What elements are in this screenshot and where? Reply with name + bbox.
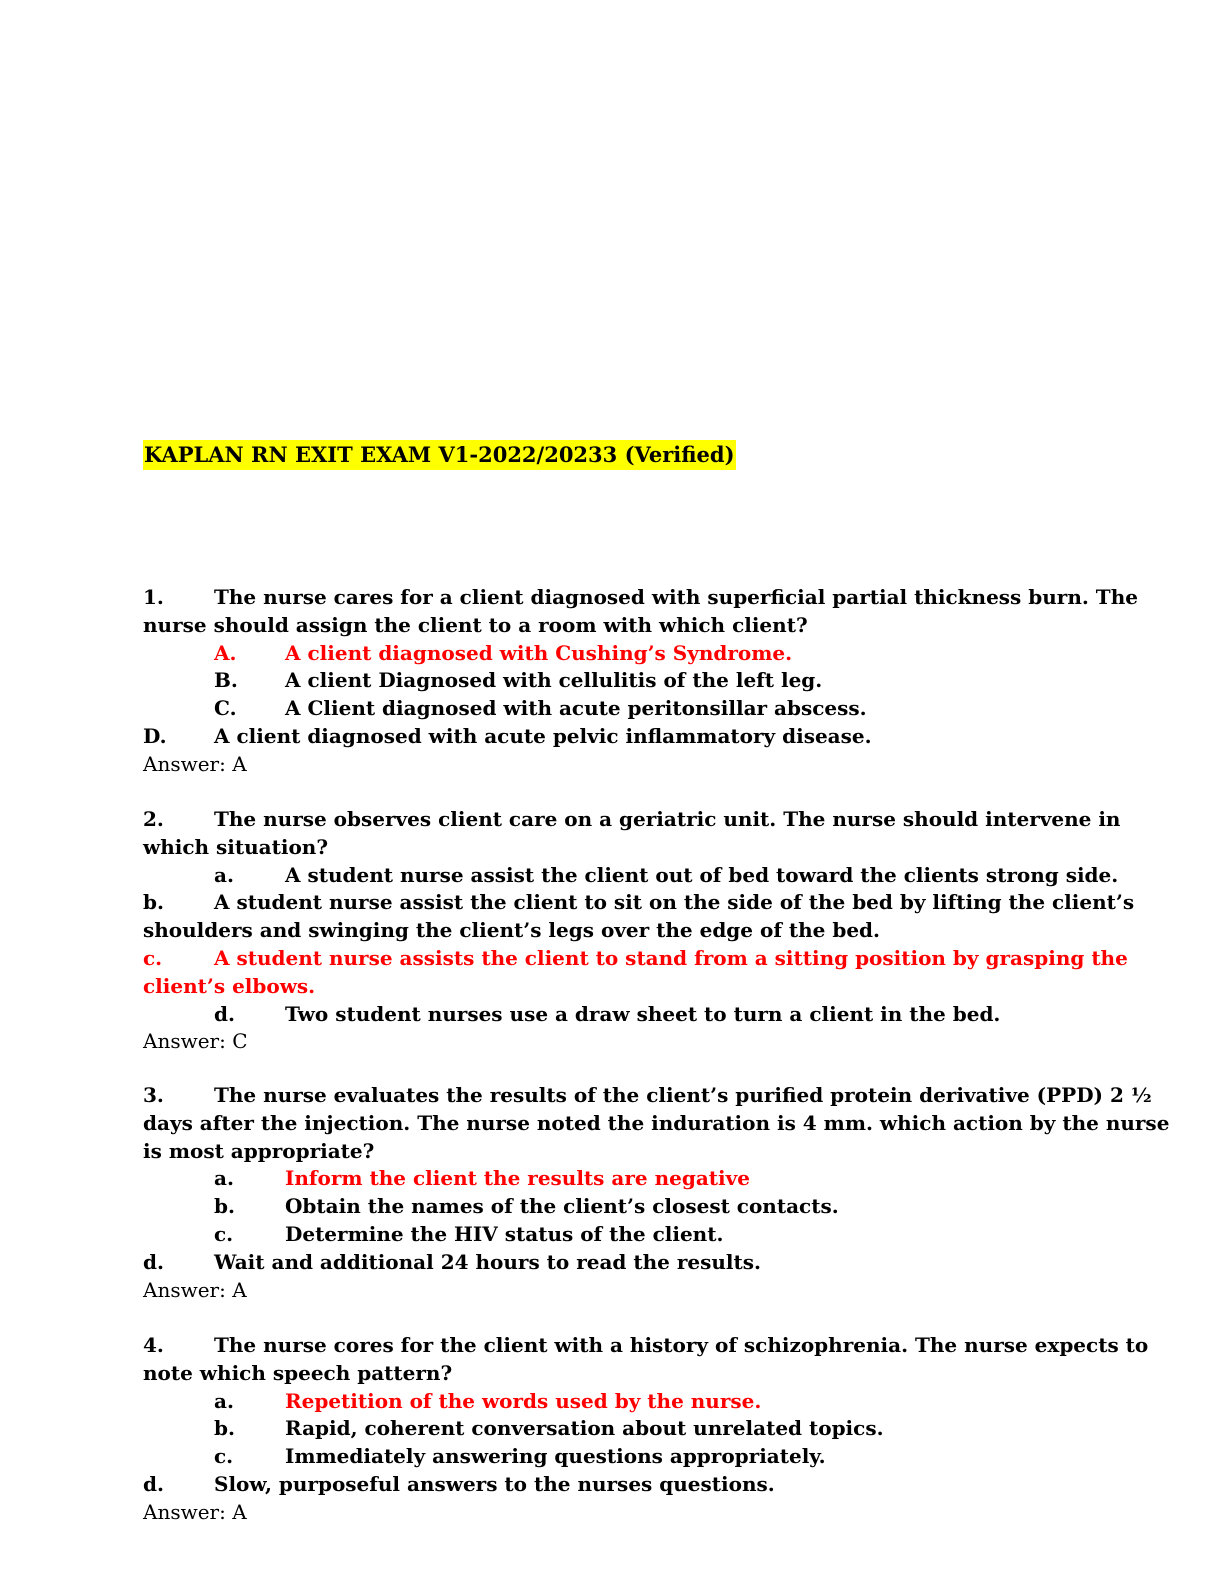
answer-text: Answer: A: [143, 751, 247, 776]
question-number: 4.: [143, 1333, 164, 1357]
answer-text: Answer: A: [143, 1499, 247, 1524]
option-a: a. Repetition of the words used by the nurse.: [214, 1388, 762, 1413]
question-stem: which situation?: [143, 834, 329, 859]
option-d: D. A client diagnosed with acute pelvic inflammatory disease.: [143, 723, 872, 748]
option-a: a. Inform the client the results are negative: [214, 1166, 750, 1191]
option-b-continued: shoulders and swinging the client’s legs over the edge of the bed.: [143, 918, 881, 943]
option-c: c. Immediately answering questions appropriately.: [214, 1444, 826, 1469]
question-2: [143, 806, 1135, 1056]
option-c: c. A student nurse assists the client to stand from a sitting position by grasping the: [143, 945, 1128, 970]
option-b: b. Obtain the names of the client’s closest contacts.: [214, 1194, 839, 1219]
document-title: KAPLAN RN EXIT EXAM V1-2022/20233 (Verified): [143, 440, 736, 470]
question-stem: The nurse observes client care on a geriatric unit. The nurse should intervene in: [214, 807, 1121, 831]
question-4: [143, 1332, 1149, 1527]
question-number: 3.: [143, 1083, 164, 1107]
option-a: a. A student nurse assist the client out of bed toward the clients strong side.: [214, 862, 1119, 887]
question-3: [143, 1082, 1170, 1304]
answer-text: Answer: A: [143, 1277, 247, 1302]
option-b: B. A client Diagnosed with cellulitis of the left leg.: [214, 668, 823, 693]
question-number: 2.: [143, 807, 164, 831]
option-d: d. Slow, purposeful answers to the nurses questions.: [143, 1471, 775, 1496]
option-d: d. Wait and additional 24 hours to read the results.: [143, 1249, 761, 1274]
option-b: b. A student nurse assist the client to sit on the side of the bed by lifting the client’s: [143, 890, 1135, 915]
option-c: C. A Client diagnosed with acute peritonsillar abscess.: [214, 696, 867, 721]
question-stem: days after the injection. The nurse noted the induration is 4 mm. which action by the nurse: [143, 1110, 1170, 1135]
question-stem: note which speech pattern?: [143, 1360, 453, 1385]
option-a: A. A client diagnosed with Cushing’s Syndrome.: [214, 640, 793, 665]
question-stem: The nurse evaluates the results of the client’s purified protein derivative (PPD) 2 ½: [214, 1083, 1152, 1107]
answer-text: Answer: C: [143, 1029, 248, 1054]
question-stem: The nurse cares for a client diagnosed with superficial partial thickness burn. The: [214, 585, 1138, 609]
question-stem: is most appropriate?: [143, 1138, 375, 1163]
question-1: [143, 584, 1138, 779]
question-stem: nurse should assign the client to a room with which client?: [143, 612, 808, 637]
option-d: d. Two student nurses use a draw sheet to turn a client in the bed.: [214, 1001, 1001, 1026]
question-number: 1.: [143, 585, 164, 609]
option-c-continued: client’s elbows.: [143, 973, 316, 998]
question-stem: The nurse cores for the client with a history of schizophrenia. The nurse expects to: [214, 1333, 1149, 1357]
option-c: c. Determine the HIV status of the client.: [214, 1221, 724, 1246]
option-b: b. Rapid, coherent conversation about unrelated topics.: [214, 1416, 884, 1441]
